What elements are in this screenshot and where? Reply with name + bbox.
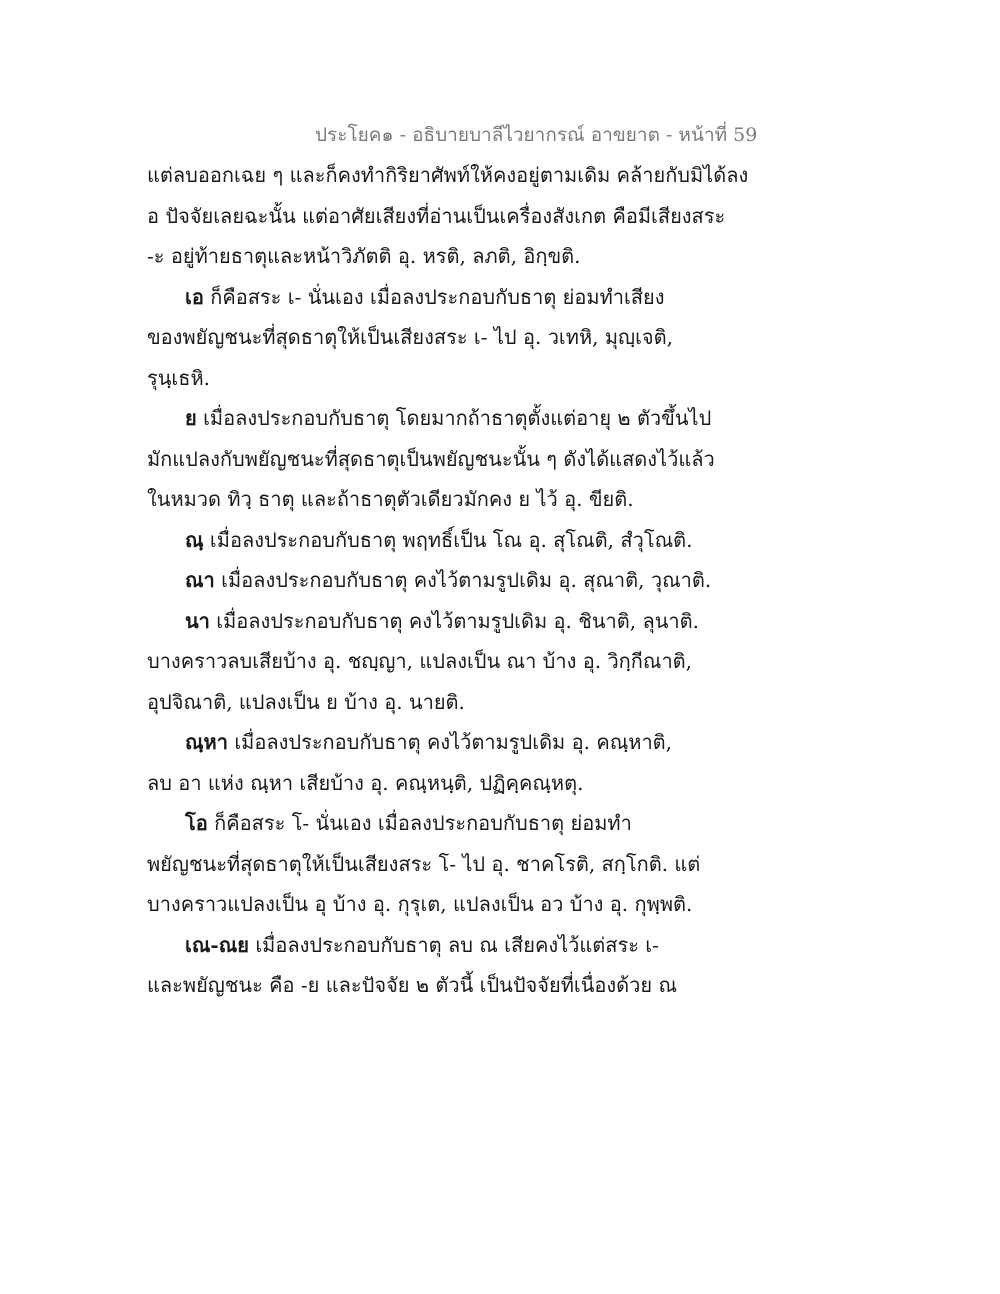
bold-term: เอ xyxy=(185,284,204,309)
line-text: เมื่อลงประกอบกับธาตุ คงไว้ตามรูปเดิม อุ. ชินาติ, ลุนาติ. xyxy=(209,608,699,633)
text-line xyxy=(147,803,707,844)
line-text: เมื่อลงประกอบกับธาตุ พฤทธิ์เป็น โณ อุ. สุโณติ, สํวุโณติ. xyxy=(203,527,693,552)
line-text: ในหมวด ทิวฺ ธาตุ และถ้าธาตุตัวเดียวมักคง ย ไว้ อุ. ขียติ. xyxy=(147,487,634,511)
line-text: และพยัญชนะ คือ -ย และปัจจัย ๒ ตัวนี้ เป็นปัจจัยที่เนื่องด้วย ณ xyxy=(147,973,678,997)
text-line xyxy=(147,196,726,237)
text-line xyxy=(147,763,707,804)
text-line xyxy=(147,682,707,723)
text-line xyxy=(147,601,707,642)
line-text: เมื่อลงประกอบกับธาตุ ลบ ณ เสียคงไว้แต่สระ เ- xyxy=(248,932,659,957)
line-text: -ะ อยู่ท้ายธาตุและหน้าวิภัตติ อุ. หรติ, ลภติ, อิกฺขติ. xyxy=(147,244,581,268)
text-line xyxy=(147,479,707,520)
text-line xyxy=(147,965,707,1006)
line-text: มักแปลงกับพยัญชนะที่สุดธาตุเป็นพยัญชนะนั้น ๆ ดังได้แสดงไว้แล้ว xyxy=(147,446,715,471)
text-line xyxy=(147,884,707,925)
text-line xyxy=(147,844,707,885)
line-text: ก็คือสระ โ- นั่นเอง เมื่อลงประกอบกับธาตุ ย่อมทำ xyxy=(207,811,632,835)
bold-term: เณ-ณย xyxy=(185,932,249,957)
bold-term: ณฺ xyxy=(185,527,204,552)
line-text: รุนฺเธหิ. xyxy=(147,365,210,390)
line-text: บางคราวแปลงเป็น อุ บ้าง อุ. กุรุเต, แปลงเป็น อว บ้าง อุ. กุพฺพติ. xyxy=(147,892,693,916)
text-line xyxy=(147,439,715,480)
text-line xyxy=(147,641,707,682)
text-line xyxy=(147,236,707,277)
line-text: เมื่อลงประกอบกับธาตุ คงไว้ตามรูปเดิม อุ. คณฺหาติ, xyxy=(227,730,673,754)
line-text: ของพยัญชนะที่สุดธาตุให้เป็นเสียงสระ เ- ไป อุ. วเทหิ, มุญฺเจติ, xyxy=(147,325,673,349)
bold-term: ณา xyxy=(185,568,215,592)
line-text: ก็คือสระ เ- นั่นเอง เมื่อลงประกอบกับธาตุ ย่อมทำเสียง xyxy=(203,284,665,309)
text-line xyxy=(147,155,749,196)
text-line xyxy=(147,317,707,358)
running-header: ประโยค๑ - อธิบายบาลีไวยากรณ์ อาขยาต - หน้าที่ 59 xyxy=(315,124,758,146)
body-text xyxy=(147,155,749,1006)
text-line xyxy=(147,722,707,763)
line-text: เมื่อลงประกอบกับธาตุ โดยมากถ้าธาตุตั้งแต่อายุ ๒ ตัวขึ้นไป xyxy=(196,406,712,430)
text-line xyxy=(147,358,707,399)
line-text: บางคราวลบเสียบ้าง อุ. ชญฺญา, แปลงเป็น ณา บ้าง อุ. วิกฺกีณาติ, xyxy=(147,649,693,673)
text-line xyxy=(147,277,707,318)
bold-term: ย xyxy=(185,406,197,430)
line-text: อ ปัจจัยเลยฉะนั้น แต่อาศัยเสียงที่อ่านเป็นเครื่องสังเกต คือมีเสียงสระ xyxy=(147,203,726,228)
bold-term: ณฺหา xyxy=(185,730,228,754)
text-line xyxy=(147,560,712,601)
line-text: พยัญชนะที่สุดธาตุให้เป็นเสียงสระ โ- ไป อุ. ชาคโรติ, สกฺโกติ. แต่ xyxy=(147,851,701,876)
text-line xyxy=(147,520,707,561)
bold-term: โอ xyxy=(185,811,208,835)
line-text: ลบ อา แห่ง ณฺหา เสียบ้าง อุ. คณฺหนฺติ, ปฏิคฺคณฺหตุ. xyxy=(147,770,584,795)
line-text: อุปจิณาติ, แปลงเป็น ย บ้าง อุ. นายติ. xyxy=(147,689,465,714)
line-text: แต่ลบออกเฉย ๆ และก็คงทำกิริยาศัพท์ให้คงอยู่ตามเดิม คล้ายกับมิได้ลง xyxy=(147,163,749,187)
bold-term: นา xyxy=(185,608,210,633)
text-line xyxy=(147,925,707,966)
text-line xyxy=(147,398,712,439)
line-text: เมื่อลงประกอบกับธาตุ คงไว้ตามรูปเดิม อุ. สุณาติ, วุณาติ. xyxy=(214,568,712,592)
